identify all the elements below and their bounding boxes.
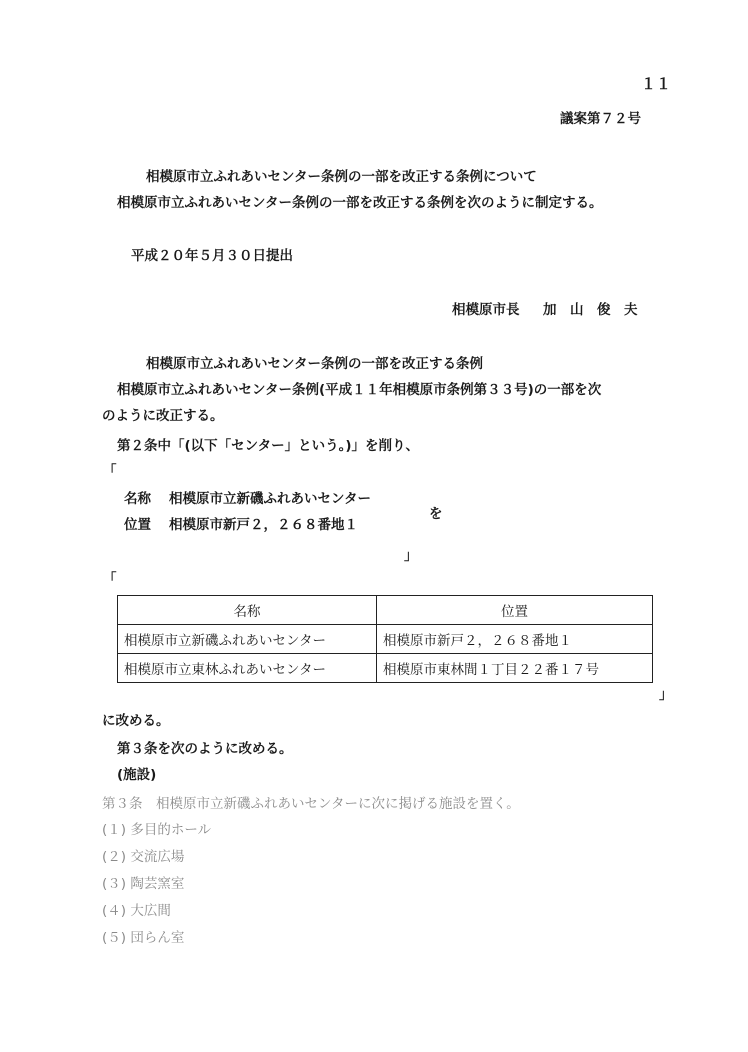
ordinance-title: 相模原市立ふれあいセンター条例の一部を改正する条例 [146, 356, 483, 372]
document-title: 相模原市立ふれあいセンター条例の一部を改正する条例について [146, 169, 537, 185]
list-item: (４) 大広間 [102, 903, 171, 919]
table-header-location: 位置 [377, 596, 653, 625]
submission-date: 平成２０年５月３０日提出 [131, 248, 293, 264]
intro-text: 相模原市立ふれあいセンター条例の一部を改正する条例を次のように制定する。 [117, 195, 603, 211]
close-bracket-old: 」 [404, 548, 418, 564]
paragraph-1-line-1: 相模原市立ふれあいセンター条例(平成１１年相模原市条例第３３号)の一部を次 [117, 382, 602, 398]
change-line: に改める。 [102, 713, 170, 729]
open-bracket-old: 「 [103, 463, 117, 479]
table-header-name: 名称 [118, 596, 377, 625]
list-item: (５) 団らん室 [102, 930, 185, 946]
signature-role: 相模原市長 [452, 302, 520, 318]
signature-name: 加 山 俊 夫 [543, 302, 638, 318]
old-name-value: 相模原市立新磯ふれあいセンター [169, 491, 371, 507]
list-item: (３) 陶芸窯室 [102, 876, 185, 892]
section-heading: (施設) [117, 767, 157, 783]
paragraph-1-line-2: のように改正する。 [102, 408, 224, 424]
table-cell-name: 相模原市立新磯ふれあいセンター [118, 625, 377, 654]
old-location-label: 位置 [124, 517, 151, 533]
open-bracket-new: 「 [103, 571, 117, 587]
article-3-body: 第３条 相模原市立新磯ふれあいセンターに次に掲げる施設を置く。 [102, 796, 520, 812]
table-cell-location: 相模原市東林間１丁目２２番１７号 [377, 654, 653, 683]
facilities-table [117, 595, 653, 683]
old-name-label: 名称 [124, 491, 151, 507]
table-cell-name: 相模原市立東林ふれあいセンター [118, 654, 377, 683]
page-number: １１ [641, 75, 672, 93]
close-bracket-new: 」 [659, 687, 673, 703]
table-row [118, 654, 653, 683]
table-header-row [118, 596, 653, 625]
article-2-line: 第２条中「(以下「センター」という。)」を削り、 [117, 438, 420, 454]
bill-number: 議案第７２号 [560, 111, 641, 127]
article-3-line: 第３条を次のように改める。 [117, 741, 293, 757]
old-location-value: 相模原市新戸２，２６８番地１ [169, 517, 358, 533]
table-row [118, 625, 653, 654]
particle-wo: を [429, 506, 443, 522]
list-item: (１) 多目的ホール [102, 822, 212, 838]
list-item: (２) 交流広場 [102, 849, 185, 865]
table-cell-location: 相模原市新戸２，２６８番地１ [377, 625, 653, 654]
